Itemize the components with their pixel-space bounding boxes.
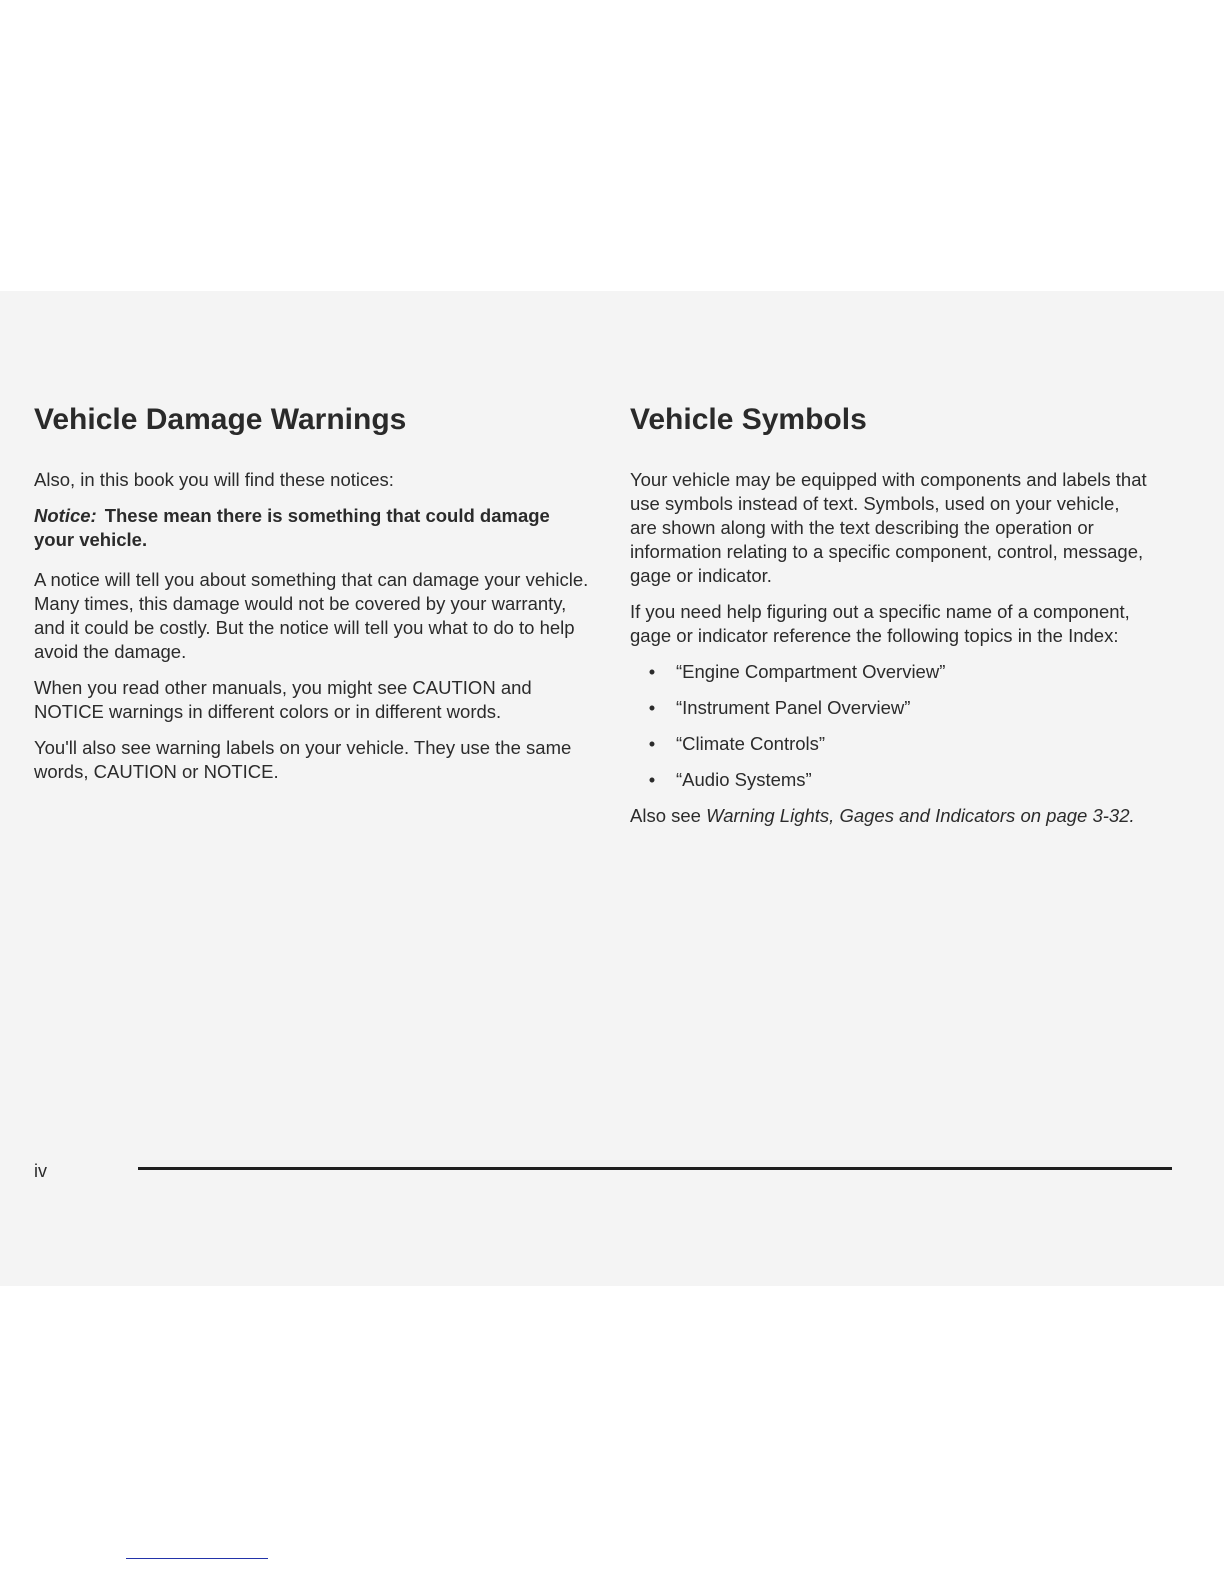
bullet-icon: • xyxy=(648,769,656,790)
see-also-reference: Warning Lights, Gages and Indicators on page 3-32. xyxy=(706,805,1135,826)
section-title: Vehicle Damage Warnings xyxy=(34,403,407,436)
vehicle-symbols-section xyxy=(630,398,1150,840)
see-also-paragraph xyxy=(630,804,1150,828)
footer-divider xyxy=(138,1167,1172,1170)
bullet-icon: • xyxy=(648,697,656,718)
bullet-icon: • xyxy=(648,733,656,754)
section-title: Vehicle Symbols xyxy=(630,403,867,436)
body-paragraph: When you read other manuals, you might see CAUTION and NOTICE warnings in different colors or in different words. xyxy=(34,677,532,722)
list-item xyxy=(646,660,1150,684)
notice-paragraph xyxy=(34,504,594,552)
topic-label: “Engine Compartment Overview” xyxy=(676,661,946,682)
body-paragraph: Your vehicle may be equipped with components and labels that use symbols instead of text. Symbols, used on your vehicle, are shown along with the text describing the operation or information relating to a specific component, control, message, gage or indicator. xyxy=(630,469,1147,586)
list-item xyxy=(646,768,1150,792)
see-also-prefix: Also see xyxy=(630,805,707,826)
list-item xyxy=(646,696,1150,720)
notice-text: These mean there is something that could damage your vehicle. xyxy=(34,505,550,550)
topic-label: “Climate Controls” xyxy=(676,733,826,754)
topic-label: “Instrument Panel Overview” xyxy=(676,697,911,718)
page-number: iv xyxy=(34,1161,47,1181)
index-topics-list xyxy=(630,660,1150,792)
intro-paragraph: Also, in this book you will find these notices: xyxy=(34,469,394,490)
body-paragraph: A notice will tell you about something that can damage your vehicle. Many times, this damage would not be covered by your warranty, and it could be costly. But the notice will tell you what to do to help avoid the damage. xyxy=(34,569,589,662)
notice-label: Notice: xyxy=(34,505,97,526)
topic-label: “Audio Systems” xyxy=(676,769,812,790)
bullet-icon: • xyxy=(648,661,656,682)
link-underline xyxy=(126,1558,268,1559)
body-paragraph: You'll also see warning labels on your vehicle. They use the same words, CAUTION or NOTICE. xyxy=(34,737,572,782)
list-item xyxy=(646,732,1150,756)
body-paragraph: If you need help figuring out a specific name of a component, gage or indicator reference the following topics in the Index: xyxy=(630,601,1130,646)
vehicle-damage-warnings-section xyxy=(34,398,594,796)
